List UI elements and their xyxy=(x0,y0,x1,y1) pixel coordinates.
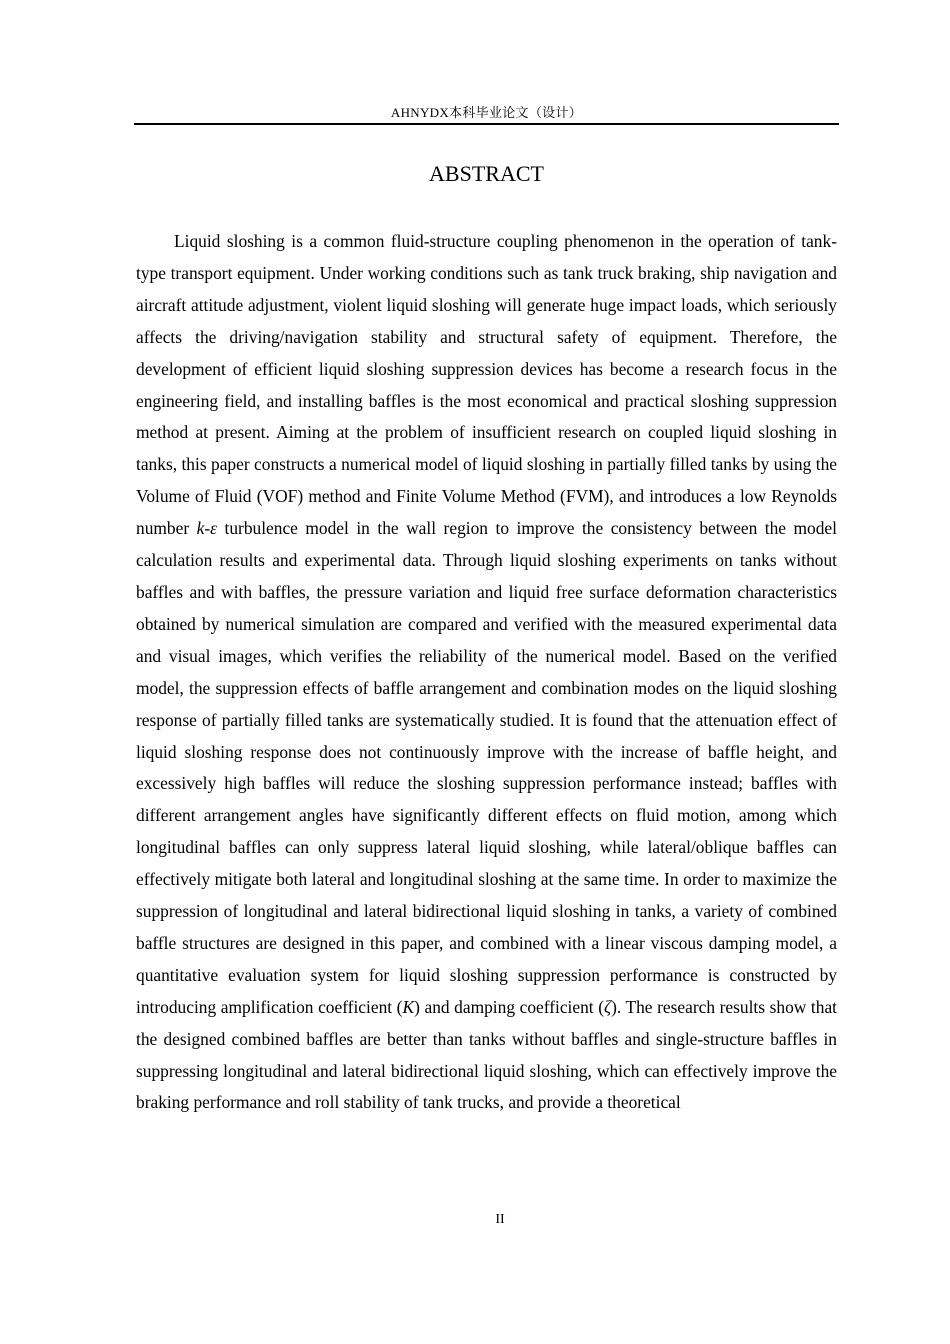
abstract-text-part-4: ). The research results show that the designed combined baffles are better than tanks without baffles and single-structure baffles in suppressing longitudinal and lateral bidirectional liquid sloshing, which can effectively improve the braking performance and roll stability of tank trucks, and provide a theoretical xyxy=(136,996,837,1113)
abstract-title: ABSTRACT xyxy=(429,161,544,186)
damping-coefficient-symbol: ζ xyxy=(604,996,612,1017)
header-rule xyxy=(134,123,839,125)
abstract-text-part-1: Liquid sloshing is a common fluid-structure coupling phenomenon in the operation of tank-type transport equipment. Under working conditions such as tank truck braking, ship navigation and aircraft attitude adjustment, violent liquid sloshing will generate huge impact loads, which seriously affects the driving/navigation stability and structural safety of equipment. Therefore, the development of efficient liquid sloshing suppression devices has become a research focus in the engineering field, and installing baffles is the most economical and practical sloshing suppression method at present. Aiming at the problem of insufficient research on coupled liquid sloshing in tanks, this paper constructs a numerical model of liquid sloshing in partially filled tanks by using the Volume of Fluid (VOF) method and Finite Volume Method (FVM), and introduces a low Reynolds number xyxy=(136,231,837,539)
abstract-text-part-3: ) and damping coefficient ( xyxy=(414,996,605,1017)
abstract-text-part-2: turbulence model in the wall region to improve the consistency between the model calculation results and experimental data. Through liquid sloshing experiments on tanks without baffles and with baffles, the pressure variation and liquid free surface deformation characteristics obtained by numerical simulation are compared and verified with the measured experimental data and visual images, which verifies the reliability of the numerical model. Based on the verified model, the suppression effects of baffle arrangement and combination modes on the liquid sloshing response of partially filled tanks are systematically studied. It is found that the attenuation effect of liquid sloshing response does not continuously improve with the increase of baffle height, and excessively high baffles will reduce the sloshing suppression performance instead; baffles with different arrangement angles have significantly different effects on fluid motion, among which longitudinal baffles can only suppress lateral liquid sloshing, while lateral/oblique baffles can effectively mitigate both lateral and longitudinal sloshing at the same time. In order to maximize the suppression of longitudinal and lateral bidirectional liquid sloshing in tanks, a variety of combined baffle structures are designed in this paper, and combined with a linear viscous damping model, a quantitative evaluation system for liquid sloshing suppression performance is constructed by introducing amplification coefficient ( xyxy=(136,518,837,1017)
abstract-paragraph xyxy=(136,226,837,1119)
turbulence-model-symbol: k-ε xyxy=(196,518,217,539)
running-header: AHNYDX本科毕业论文（设计） xyxy=(390,105,583,120)
amplification-coefficient-symbol: K xyxy=(402,996,415,1017)
page-number: II xyxy=(495,1212,505,1227)
